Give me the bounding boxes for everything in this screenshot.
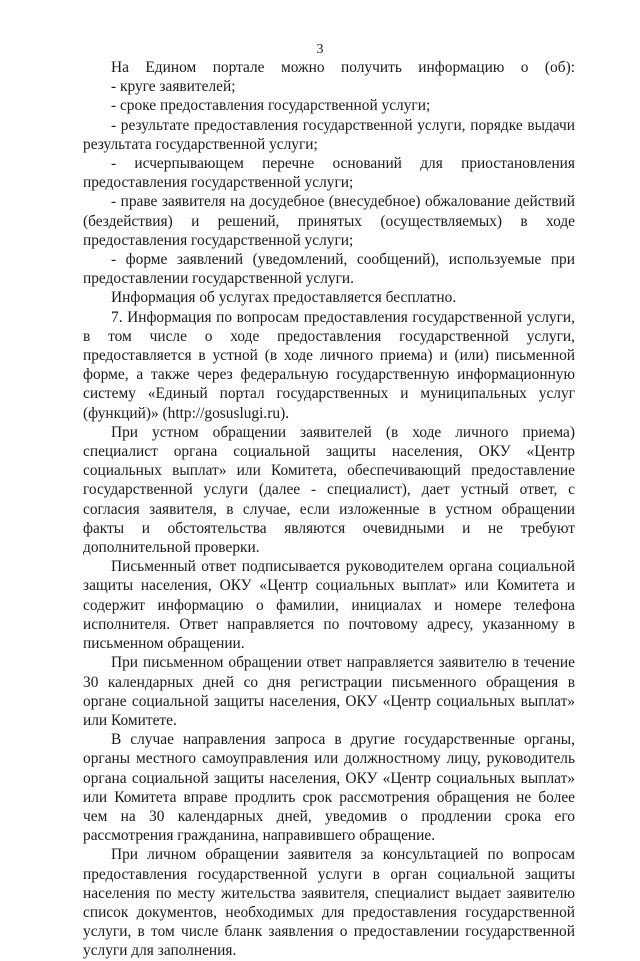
list-item-forms: - форме заявлений (уведомлений, сообщений), используемые при предоставлении государственной услуги.	[83, 251, 575, 288]
list-item-applicants: - круге заявителей;	[111, 78, 236, 96]
paragraph-extension: В случае направления запроса в другие государственные органы, органы местного самоуправления или должностному лицу, руководитель органа социальной защиты населения, ОКУ «Центр социальных выплат» или Комитета вправе продлить срок рассмотрения обращения не более чем на 30 календарных дней, уведомив о продлении срока его рассмотрения гражданина, направившего обращение.	[83, 731, 575, 845]
paragraph-oral-request: При устном обращении заявителей (в ходе личного приема) специалист органа социальной защиты населения, ОКУ «Центр социальных выплат» или Комитета, обеспечивающий предоставление государственной услуги (далее - специалист), дает устный ответ, с согласия заявителя, в случае, если изложенные в устном обращении факты и обстоятельства являются очевидными и не требуют дополнительной проверки.	[83, 423, 575, 557]
page-number: 3	[316, 42, 324, 57]
list-item-appeal-rights: - праве заявителя на досудебное (внесудебное) обжалование действий (бездействия) и решений, принятых (осуществляемых) в ходе предоставления государственной услуги;	[83, 193, 575, 249]
paragraph-portal-intro: На Едином портале можно получить информацию о (об):	[111, 59, 575, 76]
paragraph-written-request: При письменном обращении ответ направляется заявителю в течение 30 календарных дней со дня регистрации письменного обращения в органе социальной защиты населения, ОКУ «Центр социальных выплат» или Комитете.	[83, 654, 575, 729]
paragraph-written-answer: Письменный ответ подписывается руководителем органа социальной защиты населения, ОКУ «Центр социальных выплат» или Комитета и содержит информацию о фамилии, инициалах и номере телефона исполнителя. Ответ направляется по почтовому адресу, указанному в письменном обращении.	[83, 558, 575, 653]
list-item-grounds: - исчерпывающем перечне оснований для приостановления предоставления государственной услуги;	[83, 155, 575, 192]
paragraph-personal-consultation: При личном обращении заявителя за консультацией по вопросам предоставления государственной услуги в орган социальной защиты населения по месту жительства заявителя, специалист выдает заявителю список документов, необходимых для предоставления государственной услуги, в том числе бланк заявления о предоставлении государственной услуги для заполнения.	[83, 846, 575, 960]
paragraph-free-info: Информация об услугах предоставляется бесплатно.	[111, 289, 457, 307]
document-body	[83, 58, 575, 961]
list-item-term: - сроке предоставления государственной услуги;	[111, 97, 431, 115]
list-item-result: - результате предоставления государственной услуги, порядке выдачи результата государственной услуги;	[83, 116, 575, 153]
paragraph-item-7: 7. Информация по вопросам предоставления государственной услуги, в том числе о ходе предоставления государственной услуги, предоставляется в устной (в ходе личного приема) и (или) письменной форме, а также через федеральную государственную информационную систему «Единый портал государственных и муниципальных услуг (функций)» (http://gosuslugi.ru).	[83, 308, 575, 422]
